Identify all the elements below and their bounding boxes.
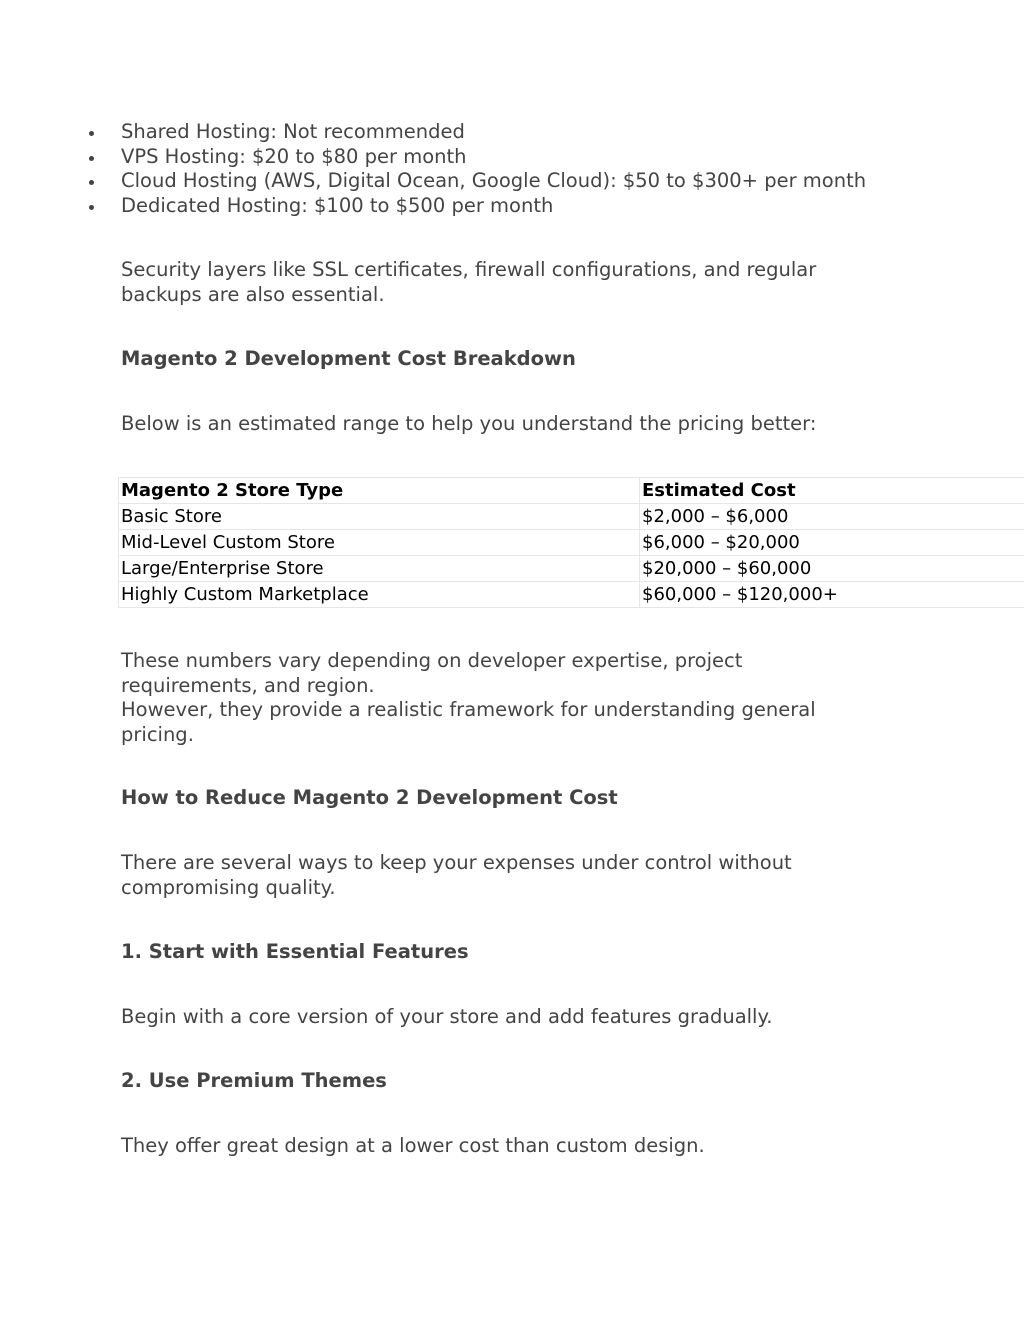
list-item-text: Shared Hosting: Not recommended xyxy=(121,120,465,143)
table-row xyxy=(119,504,1024,530)
list-item-text: Cloud Hosting (AWS, Digital Ocean, Google Cloud): $50 to $300+ per month xyxy=(121,169,867,192)
bullet-icon xyxy=(89,131,94,136)
paragraph-line: There are several ways to keep your expenses under control without xyxy=(121,851,792,874)
bullet-icon xyxy=(89,156,94,161)
paragraph-line: pricing. xyxy=(121,722,194,746)
list-item-text: Dedicated Hosting: $100 to $500 per month xyxy=(121,193,554,217)
store-type-cell: Highly Custom Marketplace xyxy=(119,582,640,608)
tip-text-essential-features: Begin with a core version of your store and add features gradually. xyxy=(121,1005,773,1028)
tip-text-premium-themes: They offer great design at a lower cost than custom design. xyxy=(121,1134,705,1157)
cost-cell: $60,000 – $120,000+ xyxy=(640,582,1024,608)
paragraph-line: backups are also essential. xyxy=(121,282,385,306)
cost-table xyxy=(118,477,1024,608)
tip-heading-essential-features: 1. Start with Essential Features xyxy=(121,940,469,963)
table-row xyxy=(119,530,1024,556)
security-paragraph xyxy=(121,258,881,307)
paragraph-line: These numbers vary depending on developer expertise, project xyxy=(121,649,743,672)
hosting-cost-list xyxy=(0,120,866,218)
breakdown-intro: Below is an estimated range to help you understand the pricing better: xyxy=(121,412,817,435)
list-item-text: VPS Hosting: $20 to $80 per month xyxy=(121,144,467,168)
list-item xyxy=(0,169,866,194)
cost-cell: $6,000 – $20,000 xyxy=(640,530,1024,556)
list-item xyxy=(0,145,866,170)
paragraph-line: Security layers like SSL certificates, firewall configurations, and regular xyxy=(121,258,817,281)
variance-paragraph xyxy=(121,649,881,747)
bullet-icon xyxy=(89,205,94,210)
cost-cell: $20,000 – $60,000 xyxy=(640,556,1024,582)
reduce-cost-intro xyxy=(121,851,881,900)
list-item xyxy=(0,120,866,145)
table-row xyxy=(119,582,1024,608)
paragraph-line: However, they provide a realistic framework for understanding general xyxy=(121,698,816,721)
table-row xyxy=(119,556,1024,582)
paragraph-line: requirements, and region. xyxy=(121,673,375,697)
store-type-cell: Mid-Level Custom Store xyxy=(119,530,640,556)
column-header-store-type: Magento 2 Store Type xyxy=(119,478,640,504)
store-type-cell: Large/Enterprise Store xyxy=(119,556,640,582)
breakdown-heading: Magento 2 Development Cost Breakdown xyxy=(121,347,576,370)
list-item xyxy=(0,194,866,219)
reduce-cost-heading: How to Reduce Magento 2 Development Cost xyxy=(121,786,618,809)
table-header-row xyxy=(119,478,1024,504)
bullet-icon xyxy=(89,180,94,185)
paragraph-line: compromising quality. xyxy=(121,875,336,899)
cost-cell: $2,000 – $6,000 xyxy=(640,504,1024,530)
store-type-cell: Basic Store xyxy=(119,504,640,530)
tip-heading-premium-themes: 2. Use Premium Themes xyxy=(121,1069,387,1092)
column-header-estimated-cost: Estimated Cost xyxy=(640,478,1024,504)
